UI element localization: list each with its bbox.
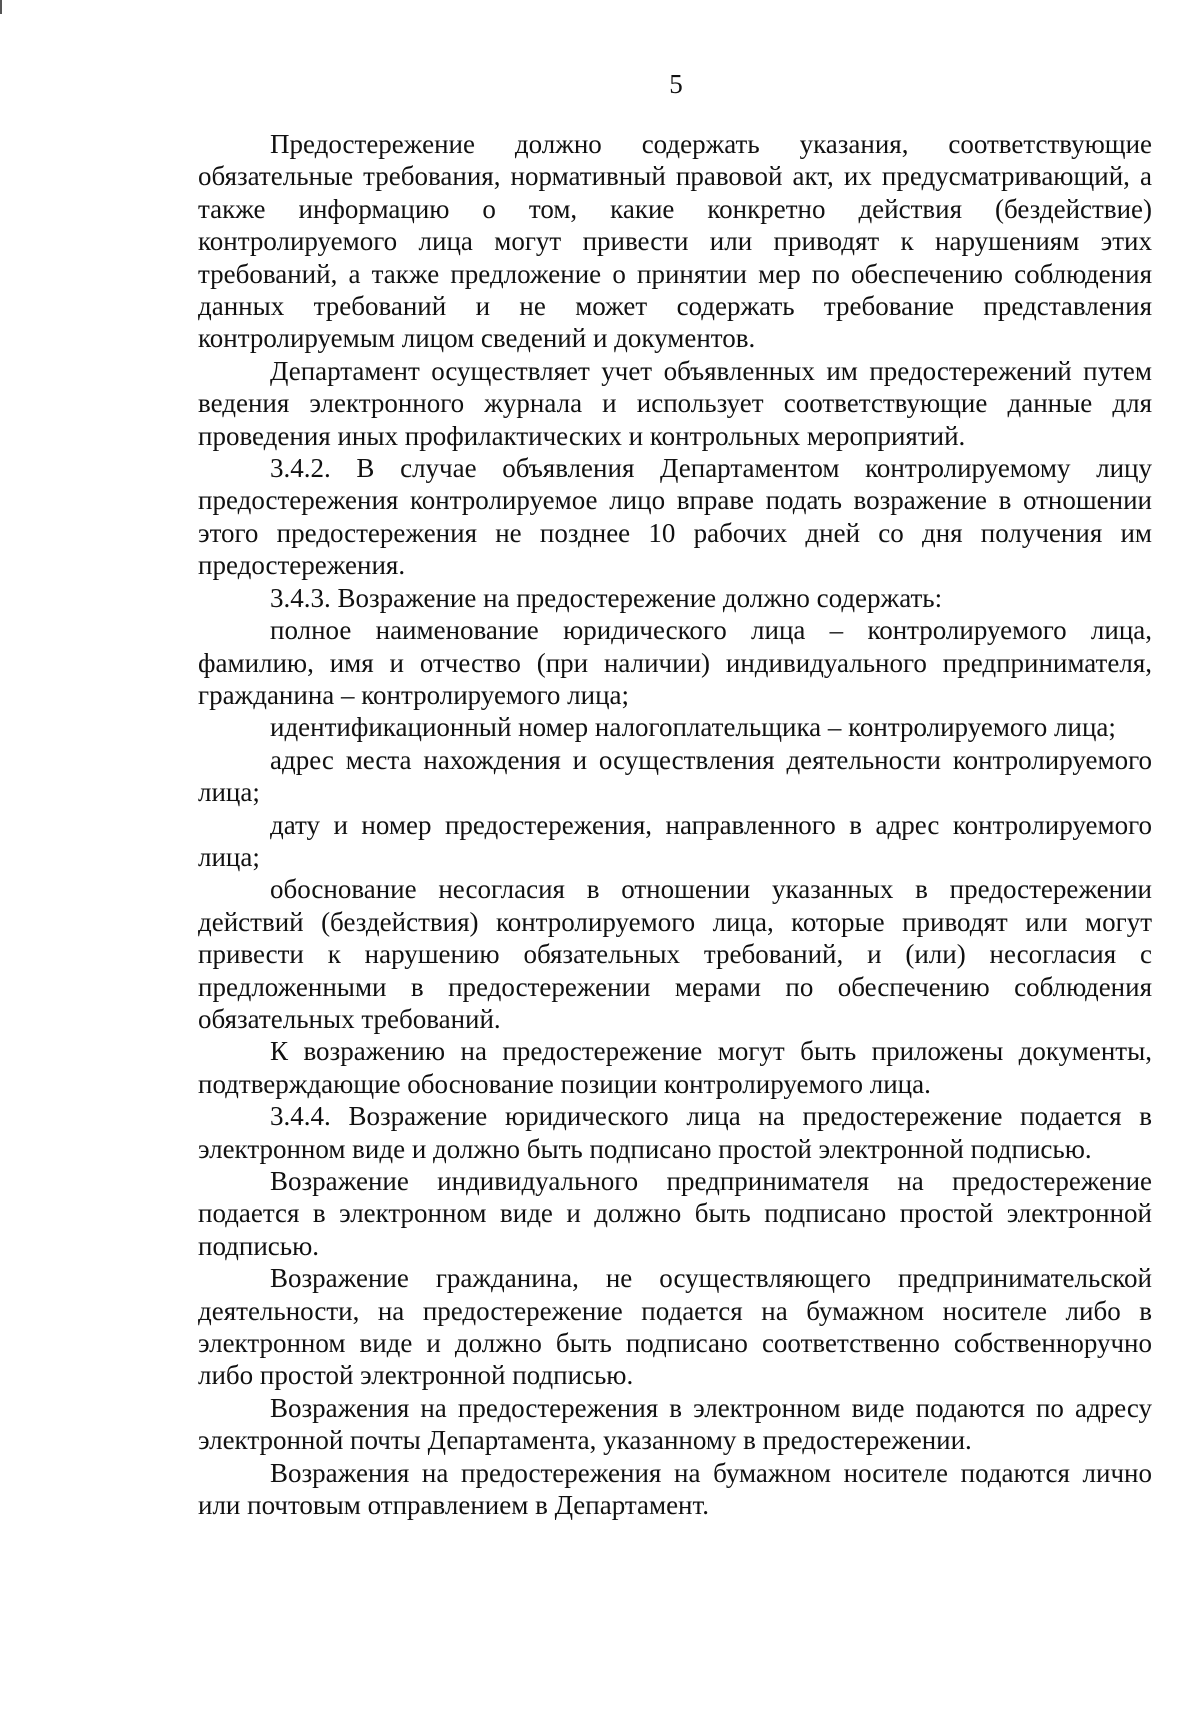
list-item-full-name: полное наименование юридического лица – контролируемого лица, фамилию, имя и отчество (при наличии) индивидуального предпринимателя, гражданина – контролируемого лица; [198, 615, 1152, 710]
paragraph-3-4-3: 3.4.3. Возражение на предостережение должно содержать: [270, 582, 943, 613]
paragraph-warning-registry: Департамент осуществляет учет объявленных им предостережений путем ведения электронного журнала и использует соответствующие данные для проведения иных профилактических и контрольных мероприятий. [198, 355, 1152, 451]
paragraph-paper-submission: Возражения на предостережения на бумажном носителе подаются лично или почтовым отправлением в Департамент. [198, 1457, 1152, 1521]
paragraph-warning-content: Предостережение должно содержать указания, соответствующие обязательные требования, нормативный правовой акт, их предусматривающий, а также информацию о том, какие конкретно действия (бездействие) контролируемого лица могут привести или приводят к нарушениям этих требований, а также предложение о принятии мер по обеспечению соблюдения данных требований и не может содержать требование представления контролируемым лицом сведений и документов. [198, 129, 1152, 354]
paragraph-citizen-objection: Возражение гражданина, не осуществляющего предпринимательской деятельности, на предостережение подается на бумажном носителе либо в электронном виде и должно быть подписано соответственно собственноручно либо простой электронной подписью. [198, 1263, 1152, 1391]
list-item-warning-date-number: дату и номер предостережения, направленного в адрес контролируемого лица; [198, 809, 1152, 872]
scan-edge-mark [0, 0, 2, 14]
paragraph-entrepreneur-objection: Возражение индивидуального предпринимателя на предостережение подается в электронном виде и должно быть подписано простой электронной подписью. [198, 1166, 1152, 1261]
paragraph-3-4-4: 3.4.4. Возражение юридического лица на предостережение подается в электронном виде и должно быть подписано простой электронной подписью. [198, 1101, 1152, 1164]
paragraph-electronic-submission: Возражения на предостережения в электронном виде подаются по адресу электронной почты Департамента, указанному в предостережении. [198, 1392, 1152, 1456]
list-item-inn: идентификационный номер налогоплательщика – контролируемого лица; [270, 712, 1116, 743]
list-item-disagreement-grounds: обоснование несогласия в отношении указанных в предостережении действий (бездействия) контролируемого лица, которые приводят или могут привести к нарушению обязательных требований, и (или) несогласия с предложенными в предостережении мерами по обеспечению соблюдения обязательных требований. [198, 874, 1152, 1034]
list-item-address: адрес места нахождения и осуществления деятельности контролируемого лица; [198, 744, 1152, 808]
document-body [198, 128, 1152, 1521]
page-number: 5 [669, 69, 683, 99]
paragraph-attached-documents: К возражению на предостережение могут быть приложены документы, подтверждающие обоснование позиции контролируемого лица. [198, 1036, 1152, 1099]
paragraph-3-4-2: 3.4.2. В случае объявления Департаментом контролируемому лицу предостережения контролируемое лицо вправе подать возражение в отношении этого предостережения не позднее 10 рабочих дней со дня получения им предостережения. [198, 453, 1152, 581]
